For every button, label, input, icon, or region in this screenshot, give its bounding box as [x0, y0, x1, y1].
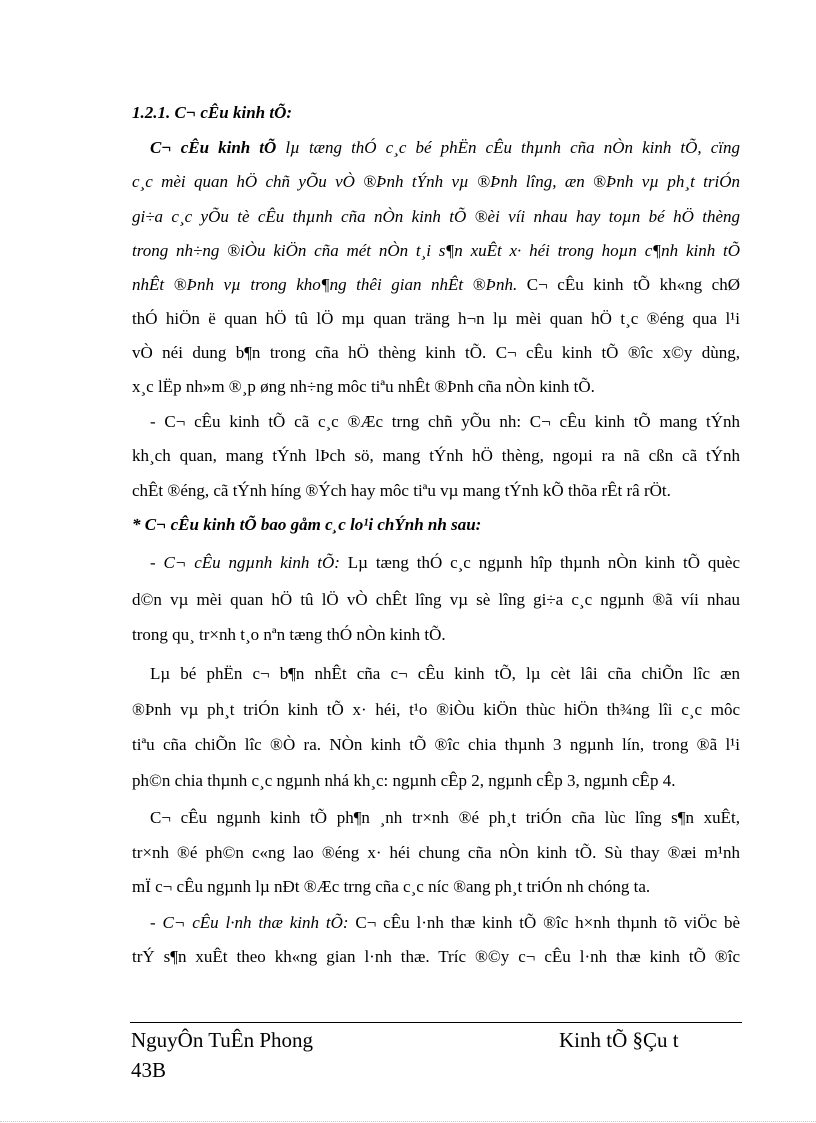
p1-line-5-italic: nhÊt ®Þnh vµ trong kho¶ng thêi gian nhÊt ®Þnh. [132, 275, 518, 294]
p1-line-3: gi÷a c¸c yÕu tè cÊu thµnh cña nÒn kinh tÕ ®èi víi nhau hay toµn bé hÖ thèng [132, 207, 740, 226]
p2-line-1: - C¬ cÊu kinh tÕ cã c¸c ®Æc trng chñ yÕu nh: C¬ cÊu kinh tÕ mang tÝnh [150, 412, 740, 431]
p1-line-5 [132, 275, 740, 295]
p4-line-1: Lµ bé phËn c¬ b¶n nhÊt cña c¬ cÊu kinh tÕ, lµ cèt lâi cña chiÕn lîc æn [150, 664, 740, 683]
p6-line-1 [150, 913, 740, 933]
p1-line-6: thÓ hiÖn ë quan hÖ tû lÖ mµ quan träng h¬n lµ mèi quan hÖ t¸c ®éng qua l¹i [132, 309, 740, 328]
p4-line-3: tiªu cña chiÕn lîc ®Ò ra. NÒn kinh tÕ ®îc chia thµnh 3 ngµnh lín, trong ®ã l¹i [132, 735, 740, 754]
p2-line-2: kh¸ch quan, mang tÝnh lÞch sö, mang tÝnh hÖ thèng, ngoµi ra nã cßn cã tÝnh [132, 446, 740, 465]
section-heading: 1.2.1. C¬ cÊu kinh tÕ: [132, 103, 293, 122]
subheading: * C¬ cÊu kinh tÕ bao gåm c¸c lo¹i chÝnh nh sau: [132, 515, 482, 534]
p1-line-1-text: lµ tæng thÓ c¸c bé phËn cÊu thµnh cña nÒn kinh tÕ, cïng [276, 138, 740, 157]
p6-line-2: trÝ s¶n xuÊt theo kh«ng gian l·nh thæ. Tríc ®©y c¬ cÊu l·nh thæ kinh tÕ ®îc [132, 947, 740, 966]
p1-line-1 [150, 138, 740, 158]
p1-line-5-normal: C¬ cÊu kinh tÕ kh«ng chØ [517, 275, 740, 294]
term-bold: C¬ cÊu kinh tÕ [150, 138, 277, 157]
footer-class: 43B [131, 1058, 167, 1082]
p6-term: - C¬ cÊu l·nh thæ kinh tÕ: [150, 913, 349, 932]
p5-line-3: mÏ c¬ cÊu ngµnh lµ nÐt ®Æc trng cña c¸c níc ®ang ph¸t triÓn nh chóng ta. [132, 877, 651, 896]
p3-line-1 [150, 553, 740, 573]
p4-line-2: ®Þnh vµ ph¸t triÓn kinh tÕ x· héi, t¹o ®iÒu kiÖn thùc hiÖn th¾ng lîi c¸c môc [132, 700, 740, 719]
p6-line-1-text: C¬ cÊu l·nh thæ kinh tÕ ®îc h×nh thµnh tõ viÖc bè [348, 913, 740, 932]
p1-line-2: c¸c mèi quan hÖ chñ yÕu vÒ ®Þnh tÝnh vµ ®Þnh lîng, æn ®Þnh vµ ph¸t triÓn [132, 172, 740, 191]
p3-line-1-text: Lµ tæng thÓ c¸c ngµnh hîp thµnh nÒn kinh tÕ quèc [339, 553, 740, 572]
p2-line-3: chÊt ®éng, cã tÝnh híng ®Ých hay môc tiªu vµ mang tÝnh kÕ thõa rÊt râ rÖt. [132, 481, 671, 500]
p3-line-3: trong qu¸ tr×nh t¸o nªn tæng thÓ nÒn kinh tÕ. [132, 625, 446, 644]
p5-line-1: C¬ cÊu ngµnh kinh tÕ ph¶n ¸nh tr×nh ®é ph¸t triÓn cña lùc lîng s¶n xuÊt, [150, 808, 740, 827]
p1-line-7: vÒ néi dung b¶n trong cña hÖ thèng kinh tÕ. C¬ cÊu kinh tÕ ®îc x©y dùng, [132, 343, 740, 362]
p5-line-2: tr×nh ®é ph©n c«ng lao ®éng x· héi chung cña nÒn kinh tÕ. Sù thay ®æi m¹nh [132, 843, 740, 862]
p1-line-8: x¸c lËp nh»m ®¸p øng nh÷ng môc tiªu nhÊt ®Þnh cña nÒn kinh tÕ. [132, 377, 595, 396]
p3-line-2: d©n vµ mèi quan hÖ tû lÖ vÒ chÊt lîng vµ sè lîng gi÷a c¸c ngµnh ®ã víi nhau [132, 590, 740, 609]
p1-line-4: trong nh÷ng ®iÒu kiÖn cña mét nÒn t¸i s¶n xuÊt x· héi trong hoµn c¶nh kinh tÕ [132, 241, 740, 260]
footer-rule [130, 1022, 742, 1023]
p4-line-4: ph©n chia thµnh c¸c ngµnh nhá kh¸c: ngµnh cÊp 2, ngµnh cÊp 3, ngµnh cÊp 4. [132, 771, 676, 790]
footer-author: NguyÔn TuÊn Phong [131, 1028, 314, 1052]
footer-department: Kinh tÕ §Çu t [559, 1028, 679, 1052]
p3-term: - C¬ cÊu ngµnh kinh tÕ: [150, 553, 340, 572]
page-bottom-border [0, 1121, 816, 1122]
